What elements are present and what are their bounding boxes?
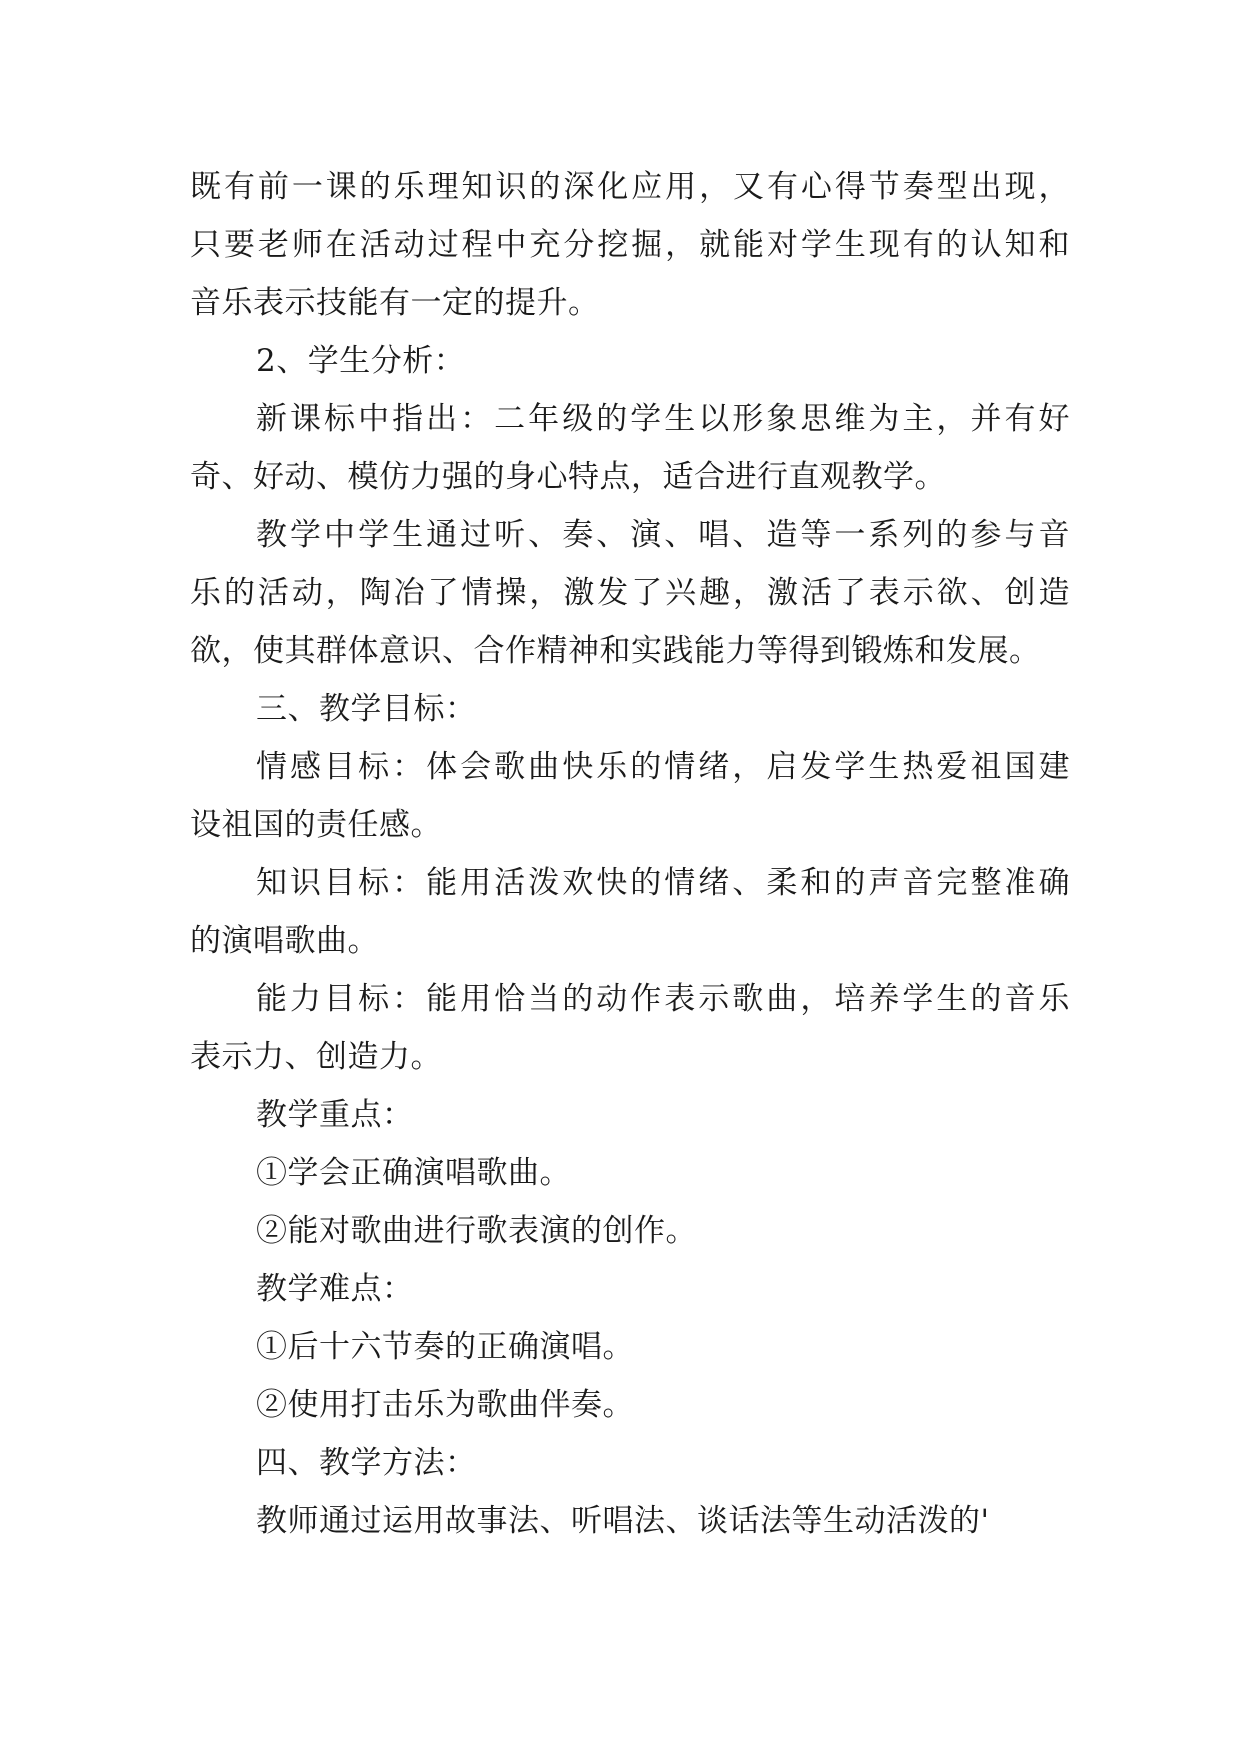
text-line: 教学难点：	[256, 1271, 414, 1307]
text-line: 教学中学生通过听、奏、演、唱、造等一系列的参与音	[256, 517, 1070, 553]
text-line: ②使用打击乐为歌曲伴奏。	[256, 1387, 634, 1423]
text-line: 情感目标：体会歌曲快乐的情绪，启发学生热爱祖国建	[256, 749, 1070, 785]
text-line: 设祖国的责任感。	[190, 807, 442, 843]
text-line: 2、学生分析：	[256, 343, 466, 379]
document-body	[190, 158, 1070, 1550]
text-line: ②能对歌曲进行歌表演的创作。	[256, 1213, 697, 1249]
text-line: 教学重点：	[256, 1097, 414, 1133]
text-line: 音乐表示技能有一定的提升。	[190, 285, 600, 321]
text-line: 的演唱歌曲。	[190, 923, 379, 959]
text-line: 知识目标：能用活泼欢快的情绪、柔和的声音完整准确	[256, 865, 1070, 901]
text-line: 能力目标：能用恰当的动作表示歌曲，培养学生的音乐	[256, 981, 1070, 1017]
text-line: 欲，使其群体意识、合作精神和实践能力等得到锻炼和发展。	[190, 633, 1041, 669]
text-line: 只要老师在活动过程中充分挖掘，就能对学生现有的认知和	[190, 227, 1070, 263]
text-line: 四、教学方法：	[256, 1445, 477, 1481]
text-line: 既有前一课的乐理知识的深化应用，又有心得节奏型出现，	[190, 169, 1070, 205]
text-line: 表示力、创造力。	[190, 1039, 442, 1075]
text-line: 乐的活动，陶冶了情操，激发了兴趣，激活了表示欲、创造	[190, 575, 1070, 611]
text-line: 新课标中指出：二年级的学生以形象思维为主，并有好	[256, 401, 1070, 437]
text-line: ①学会正确演唱歌曲。	[256, 1155, 571, 1191]
text-line: ①后十六节奏的正确演唱。	[256, 1329, 634, 1365]
text-line: 教师通过运用故事法、听唱法、谈话法等生动活泼的'	[256, 1503, 990, 1539]
text-line: 三、教学目标：	[256, 691, 477, 727]
text-line: 奇、好动、模仿力强的身心特点，适合进行直观教学。	[190, 459, 946, 495]
